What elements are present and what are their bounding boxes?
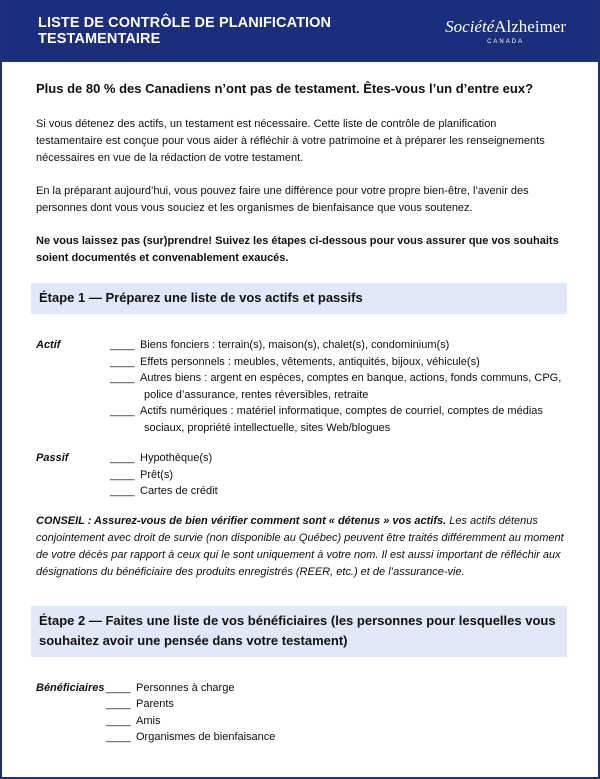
list-item: Biens fonciers : terrain(s), maison(s), chalet(s), condominium(s) [140, 339, 450, 351]
intro-question: Plus de 80 % des Canadiens n’ont pas de testament. Êtes-vous l’un d’entre eux? [36, 81, 534, 96]
list-item-line: Actifs numériques : matériel informatique, comptes de courriel, comptes de médias [140, 405, 543, 417]
check-blank[interactable]: ____ [110, 468, 135, 481]
passif-row [36, 450, 564, 467]
beneficiary-row [36, 696, 564, 713]
advice-note [36, 513, 564, 581]
list-item: Effets personnels : meubles, vêtements, antiquités, bijoux, véhicule(s) [140, 355, 480, 368]
intro-paragraph-1: Si vous détenez des actifs, un testament est nécessaire. Cette liste de contrôle de planification testamentaire est conçue pour vous aider à réfléchir à votre patrimoine et à préparer les renseignements nécessaires en vue de la rédaction de votre testament. [36, 118, 545, 164]
check-blank[interactable]: ____ [110, 339, 135, 351]
list-item [138, 370, 564, 403]
logo-word-societe: Société [445, 16, 495, 36]
step2-heading: Étape 2 — Faites une liste de vos bénéficiaires (les personnes pour lesquelles vous souhaitez avoir une pensée dans votre testament) [31, 606, 567, 657]
logo-word-alzheimer: Alzheimer [494, 16, 566, 36]
list-item: Amis [136, 714, 161, 727]
actif-row [36, 403, 564, 436]
list-item-continuation: police d’assurance, rentes réversibles, retraite [144, 388, 369, 401]
header-banner [2, 0, 598, 62]
alzheimer-society-logo [445, 18, 566, 45]
passif-label: Passif [36, 452, 69, 464]
check-blank[interactable]: ____ [106, 714, 131, 727]
list-item: Organismes de bienfaisance [136, 731, 276, 743]
actif-label: Actif [36, 339, 61, 351]
advice-label: CONSEIL : Assurez-vous de bien vérifier comment sont « détenus » vos actifs. [36, 514, 447, 527]
check-blank[interactable]: ____ [110, 405, 135, 417]
list-item: Hypothèque(s) [140, 452, 213, 464]
actif-row [36, 337, 564, 354]
actif-row [36, 354, 564, 371]
passif-section [36, 450, 564, 500]
check-blank[interactable]: ____ [110, 355, 135, 368]
check-blank[interactable]: ____ [106, 681, 131, 694]
beneficiary-row [36, 729, 564, 746]
list-item: Prêt(s) [140, 468, 173, 481]
actif-section [36, 337, 564, 436]
intro-paragraph-2: En la préparant aujourd’hui, vous pouvez faire une différence pour votre propre bien-être, l’avenir des personnes dont vous vous souciez et les organismes de bienfaisance que vous soutenez. [36, 185, 529, 214]
passif-row [36, 467, 564, 484]
list-item-continuation: sociaux, propriété intellectuelle, sites Web/blogues [144, 421, 391, 434]
beneficiary-row [36, 680, 564, 697]
passif-row [36, 483, 564, 500]
list-item: Personnes à charge [136, 681, 235, 694]
step1-heading: Étape 1 — Préparez une liste de vos actifs et passifs [31, 283, 567, 314]
actif-row [36, 370, 564, 403]
advice-text: Les actifs détenus conjointement avec droit de survie (non disponible au Québec) peuvent être traités différemment au moment de votre décès par rapport à ceux qui le sont uniquement à votre nom. Il est aussi important de réfléchir aux désignations du bénéficiaire des produits enregistrés (REER, etc.) et de l’assurance-vie. [36, 514, 564, 578]
document-body [2, 81, 598, 746]
check-blank[interactable]: ____ [110, 452, 135, 464]
logo-subtitle: CANADA [487, 38, 525, 45]
list-item: Cartes de crédit [140, 485, 218, 497]
check-blank[interactable]: ____ [106, 731, 131, 743]
beneficiaries-section [36, 680, 564, 746]
document-title: LISTE DE CONTRÔLE DE PLANIFICATION TESTAMENTAIRE [38, 15, 332, 47]
beneficiaries-label: Bénéficiaires [36, 681, 105, 694]
list-item: Parents [136, 698, 174, 710]
intro-paragraph-3: Ne vous laissez pas (sur)prendre! Suivez les étapes ci-dessous pour vous assurer que vos souhaits soient documentés et convenablement exaucés. [36, 235, 559, 264]
check-blank[interactable]: ____ [110, 372, 135, 384]
list-item-line: Autres biens : argent en espèces, comptes en banque, actions, fonds communs, CPG, [140, 372, 562, 384]
check-blank[interactable]: ____ [110, 485, 135, 497]
check-blank[interactable]: ____ [106, 698, 131, 710]
beneficiary-row [36, 713, 564, 730]
list-item [138, 403, 564, 436]
